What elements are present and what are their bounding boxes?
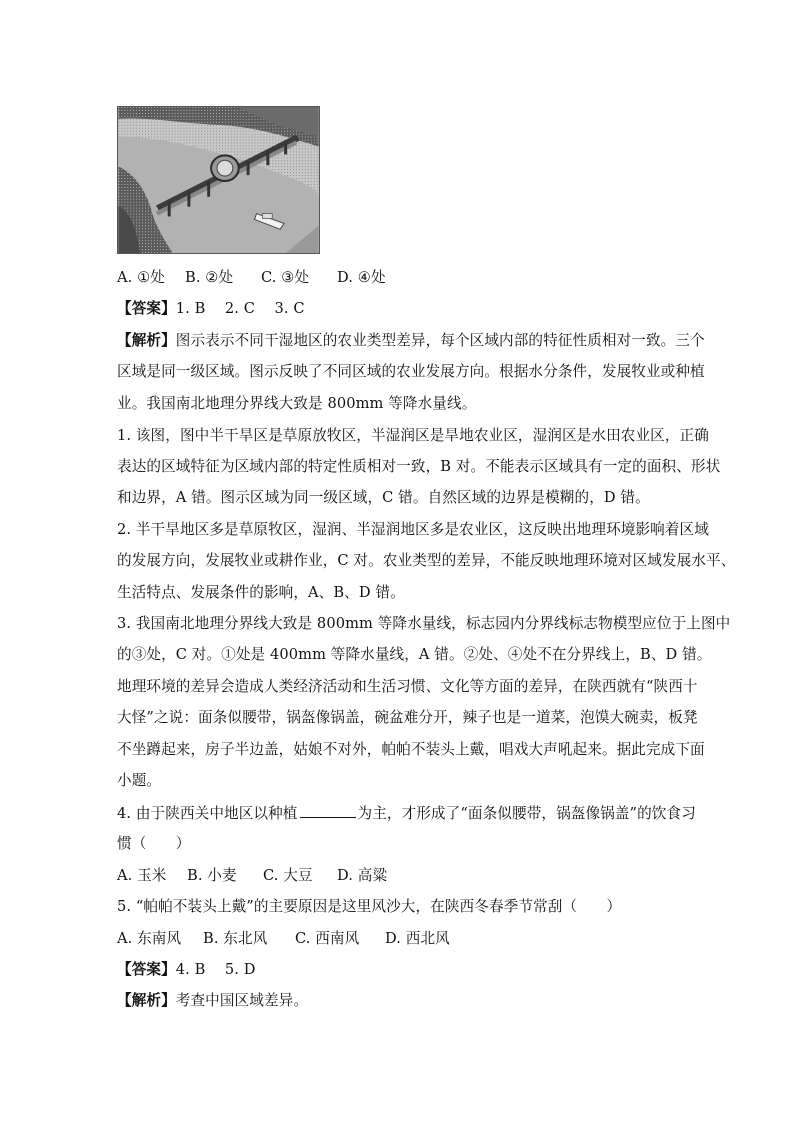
q5-option-b: B. 东北风	[203, 930, 268, 947]
analysis-1-line-1: 区域是同一级区域。图示反映了不同区域的农业发展方向。根据水分条件，发展牧业或种植	[117, 363, 705, 380]
answer-2-tag: 【答案】	[117, 961, 176, 978]
q5-option-a: A. 东南风	[117, 930, 182, 947]
q5-options	[117, 929, 450, 949]
q4-option-d: D. 高粱	[337, 867, 388, 884]
analysis-2-text: 考查中国区域差异。	[175, 992, 309, 1009]
q3-option-a: A. ①处	[117, 269, 165, 286]
analysis-1-tag: 【解析】	[117, 332, 176, 349]
answer-1-text: 1. B 2. C 3. C	[175, 300, 305, 317]
analysis-2-tag: 【解析】	[117, 992, 176, 1009]
analysis-1-line-8: 生活特点、发展条件的影响，A、B、D 错。	[117, 584, 405, 601]
bridge-photo-image	[118, 107, 319, 253]
answer-2	[117, 960, 256, 980]
q3-options	[117, 268, 386, 288]
q5-option-d: D. 西北风	[385, 930, 450, 947]
answer-1-tag: 【答案】	[117, 300, 176, 317]
analysis-1-line-2: 业。我国南北地理分界线大致是 800mm 等降水量线。	[117, 395, 477, 412]
intro-line-2: 不坐蹲起来，房子半边盖，姑娘不对外，帕帕不装头上戴，唱戏大声吼起来。据此完成下面	[117, 741, 705, 758]
intro-line-1: 大怪”之说：面条似腰带，锅盔像锅盖，碗盆难分开，辣子也是一道菜，泡馍大碗卖，板凳	[117, 709, 698, 726]
q4-stem-post: 为主，才形成了“面条似腰带，锅盔像锅盖”的饮食习	[357, 805, 696, 822]
q4-stem-pre: 4. 由于陕西关中地区以种植	[117, 805, 298, 822]
q4-options	[117, 866, 387, 886]
q3-option-c: C. ③处	[261, 269, 310, 286]
q4-option-c: C. 大豆	[263, 867, 313, 884]
q4-option-a: A. 玉米	[117, 867, 167, 884]
analysis-1-line-10: 的③处，C 对。①处是 400mm 等降水量线，A 错。②处、④处不在分界线上，B、D 错。	[117, 646, 712, 663]
analysis-1-line-7: 的发展方向，发展牧业或耕作业，C 对。农业类型的差异，不能反映地理环境对区域发展水平、	[117, 552, 736, 569]
analysis-1-line-3: 1. 该图，图中半干旱区是草原放牧区，半湿润区是旱地农业区，湿润区是水田农业区，正确	[117, 427, 709, 444]
analysis-1-line-0	[117, 331, 705, 351]
analysis-2	[117, 991, 308, 1011]
analysis-1-line-9: 3. 我国南北地理分界线大致是 800mm 等降水量线，标志园内分界线标志物模型应位于上图中	[117, 615, 731, 632]
analysis-1-line-6: 2. 半干旱地区多是草原牧区，湿润、半湿润地区多是农业区，这反映出地理环境影响着区域	[117, 521, 709, 538]
q4-stem	[117, 803, 696, 824]
q3-option-d: D. ④处	[337, 269, 386, 286]
q3-option-b: B. ②处	[185, 269, 234, 286]
answer-1	[117, 299, 305, 319]
analysis-1-line-5: 和边界，A 错。图示区域为同一级区域，C 错。自然区域的边界是模糊的，D 错。	[117, 489, 650, 506]
answer-2-text: 4. B 5. D	[175, 961, 256, 978]
intro-line-3: 小题。	[117, 772, 162, 789]
q5-stem: 5. “帕帕不装头上戴”的主要原因是这里风沙大，在陕西冬春季节常刮（ ）	[117, 898, 622, 915]
analysis-1-line-4: 表达的区域特征为区域内部的特定性质相对一致，B 对。不能表示区域具有一定的面积、形状	[117, 458, 721, 475]
q4-option-b: B. 小麦	[187, 867, 237, 884]
intro-line-0: 地理环境的差异会造成人类经济活动和生活习惯、文化等方面的差异，在陕西就有“陕西十	[117, 678, 698, 695]
bridge-photo	[117, 106, 320, 254]
analysis-1-text: 图示表示不同干湿地区的农业类型差异，每个区域内部的特征性质相对一致。三个	[175, 332, 705, 349]
q4-stem-line-2: 惯（ ）	[117, 835, 191, 852]
q5-option-c: C. 西南风	[295, 930, 360, 947]
q4-blank	[300, 803, 356, 818]
